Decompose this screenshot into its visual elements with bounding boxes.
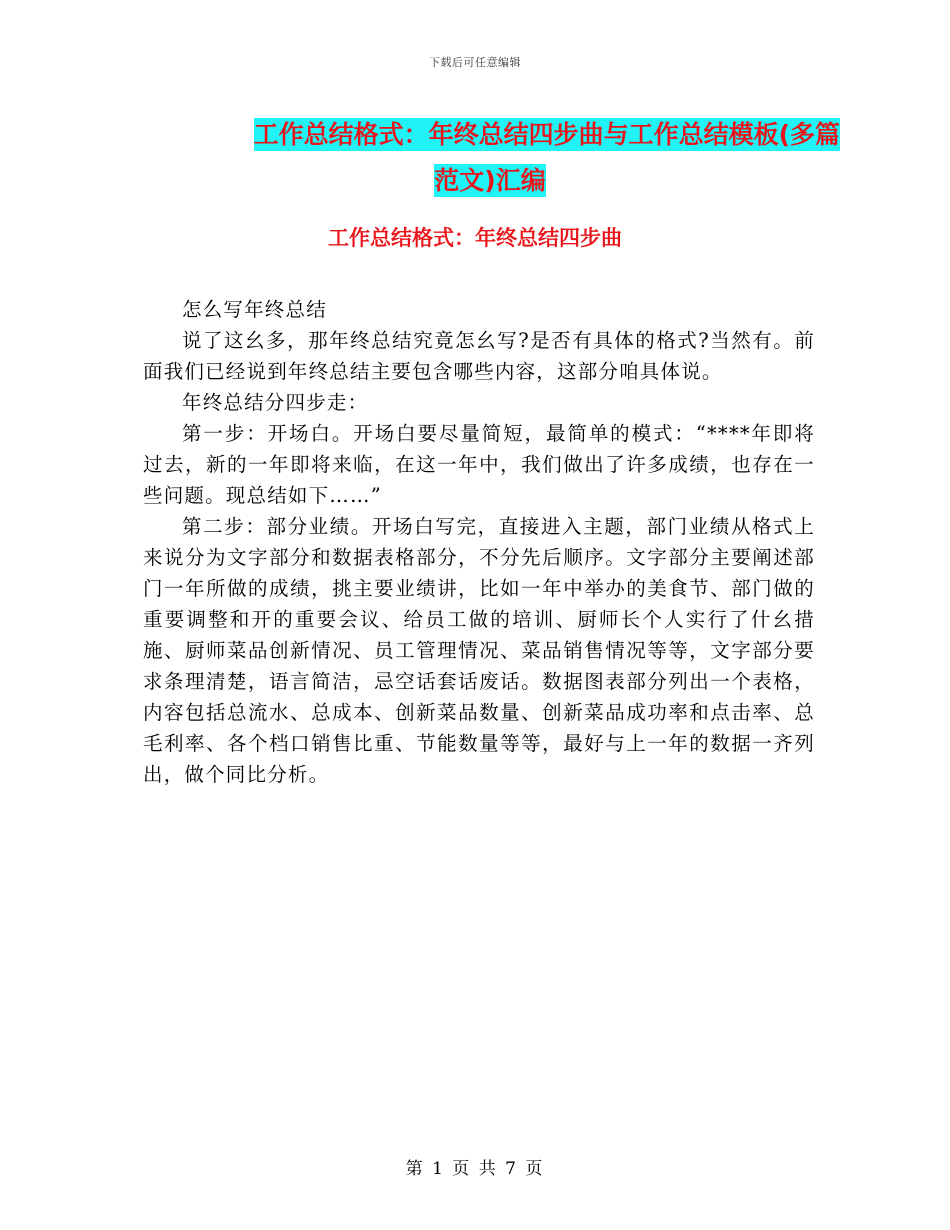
header-note: 下载后可任意编辑 xyxy=(429,56,521,69)
document-title xyxy=(140,112,840,204)
body-text xyxy=(143,294,815,790)
paragraph-5: 第二步：部分业绩。开场白写完，直接进入主题，部门业绩从格式上来说分为文字部分和数据表格部分，不分先后顺序。文字部分主要阐述部门一年所做的成绩，挑主要业绩讲，比如一年中举办的美食节、部门做的重要调整和开的重要会议、给员工做的培训、厨师长个人实行了什幺措施、厨师菜品创新情况、员工管理情况、菜品销售情况等等，文字部分要求条理清楚，语言简洁，忌空话套话废话。数据图表部分列出一个表格，内容包括总流水、总成本、创新菜品数量、创新菜品成功率和点击率、总毛利率、各个档口销售比重、节能数量等等，最好与上一年的数据一齐列出，做个同比分析。 xyxy=(143,515,815,786)
paragraph-3: 年终总结分四步走： xyxy=(182,391,369,414)
title-line-1: 工作总结格式：年终总结四步曲与工作总结模板(多篇 xyxy=(253,120,840,149)
section-heading: 工作总结格式：年终总结四步曲 xyxy=(328,226,622,250)
paragraph-1: 怎么写年终总结 xyxy=(182,298,327,321)
paragraph-2: 说了这幺多，那年终总结究竟怎幺写?是否有具体的格式?当然有。前面我们已经说到年终总结主要包含哪些内容，这部分咱具体说。 xyxy=(143,329,815,383)
paragraph-4: 第一步：开场白。开场白要尽量简短，最简单的模式：“****年即将过去，新的一年即将来临，在这一年中，我们做出了许多成绩，也存在一些问题。现总结如下……” xyxy=(143,422,815,507)
title-line-2: 范文)汇编 xyxy=(434,166,546,195)
page-number-footer: 第 1 页 共 7 页 xyxy=(405,1159,545,1179)
